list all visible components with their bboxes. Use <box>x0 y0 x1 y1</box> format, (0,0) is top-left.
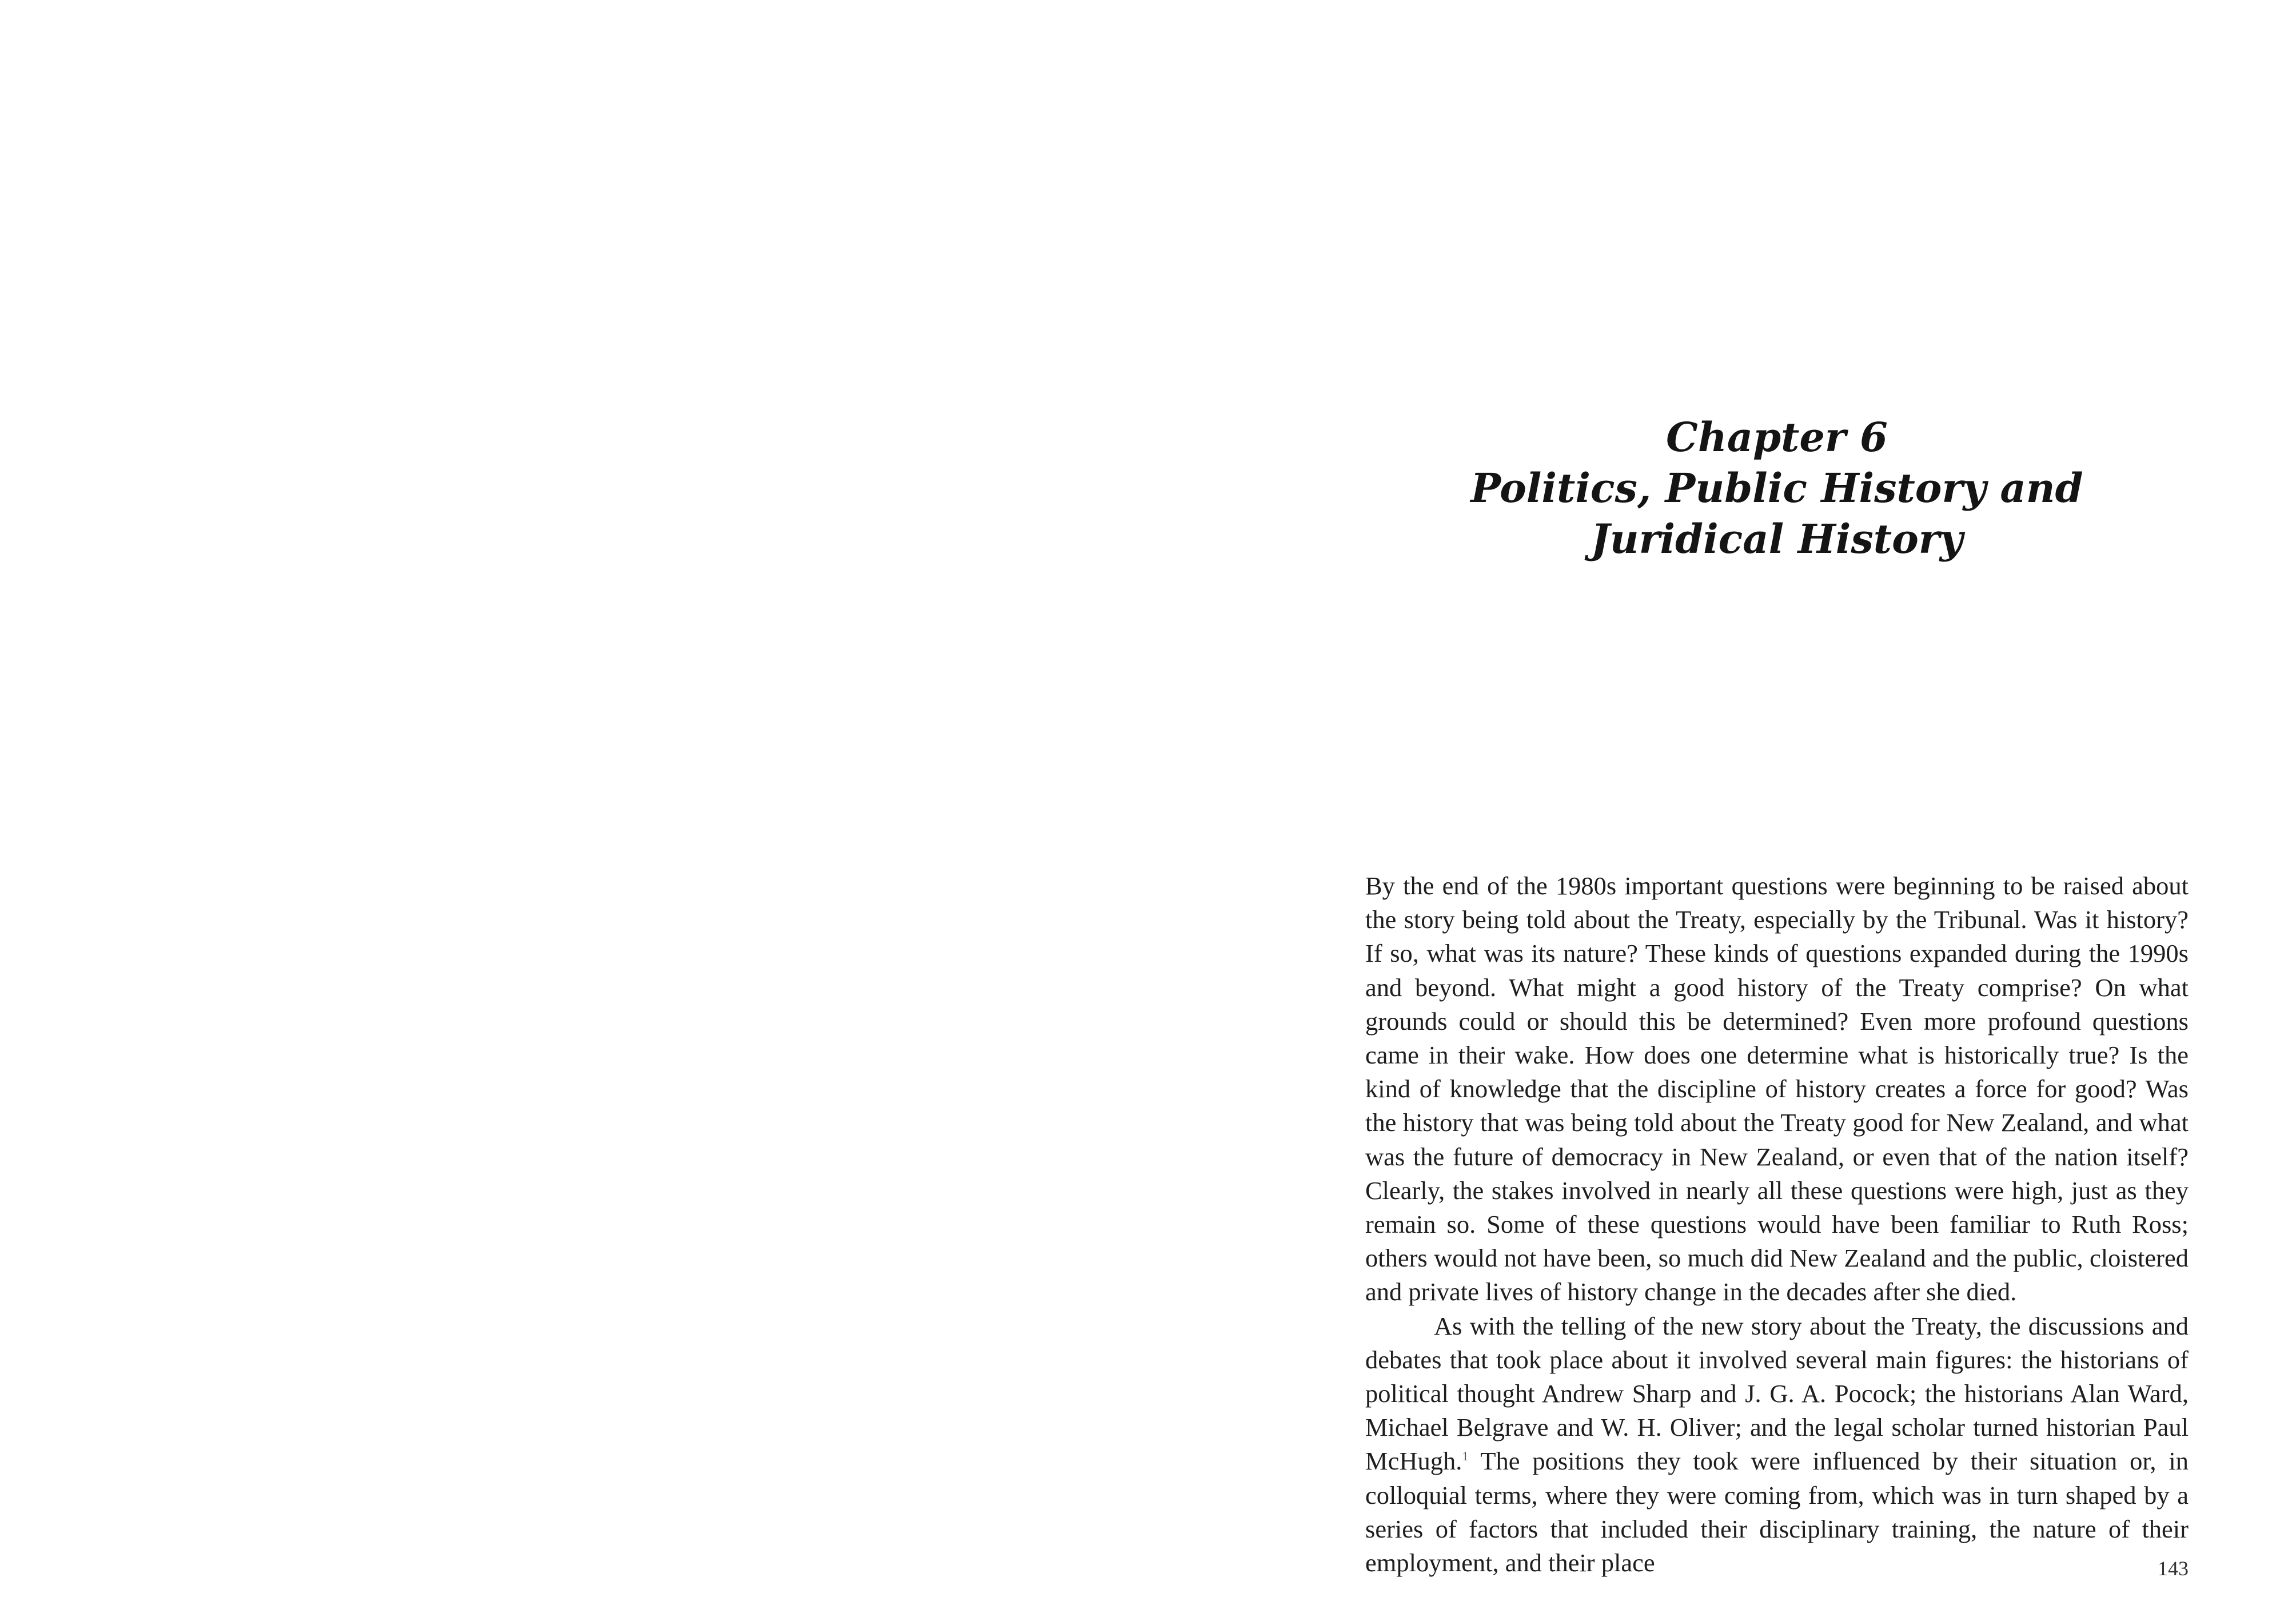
paragraph-2-text-part-2: The positions they took were influenced by their situation or, in colloquial terms, where they were coming from, which was in turn shaped by a series of factors that included their disciplinary training, the nature of their employment, and their place <box>1365 1447 2189 1578</box>
footnote-marker[interactable]: 1 <box>1462 1449 1469 1464</box>
page-number: 143 <box>2158 1557 2189 1580</box>
chapter-title-line-1: Politics, Public History and <box>1470 464 2083 512</box>
paragraph-2-text-part-1: As with the telling of the new story about the Treaty, the discussions and debates that took place about it involved several main figures: the historians of political thought Andrew Sharp and J. G. A. Pocock; the historians Alan Ward, Michael Belgrave and W. H. Oliver; and the legal scholar turned historian Paul McHugh. <box>1365 1311 2189 1476</box>
paragraph-1: By the end of the 1980s important questions were beginning to be raised about the story being told about the Treaty, especially by the Tribunal. Was it history? If so, what was its nature? These kinds of questions expanded during the 1990s and beyond. What might a good history of the Treaty comprise? On what grounds could or should this be determined? Even more profound questions came in their wake. How does one determine what is historically true? Is the kind of knowledge that the discipline of history creates a force for good? Was the history that was being told about the Treaty good for New Zealand, and what was the future of democracy in New Zealand, or even that of the nation itself? Clearly, the stakes involved in nearly all these questions were high, just as they remain so. Some of these questions would have been familiar to Ruth Ross; others would not have been, so much did New Zealand and the public, cloistered and private lives of history change in the decades after she died. <box>1365 871 2189 1307</box>
chapter-heading <box>1365 412 2189 564</box>
chapter-title-line-2: Juridical History <box>1591 515 1963 563</box>
right-page <box>1148 0 2296 1621</box>
chapter-number: Chapter 6 <box>1666 413 1888 461</box>
paragraph-2 <box>1365 1309 2189 1580</box>
chapter-body <box>1365 869 2189 1580</box>
